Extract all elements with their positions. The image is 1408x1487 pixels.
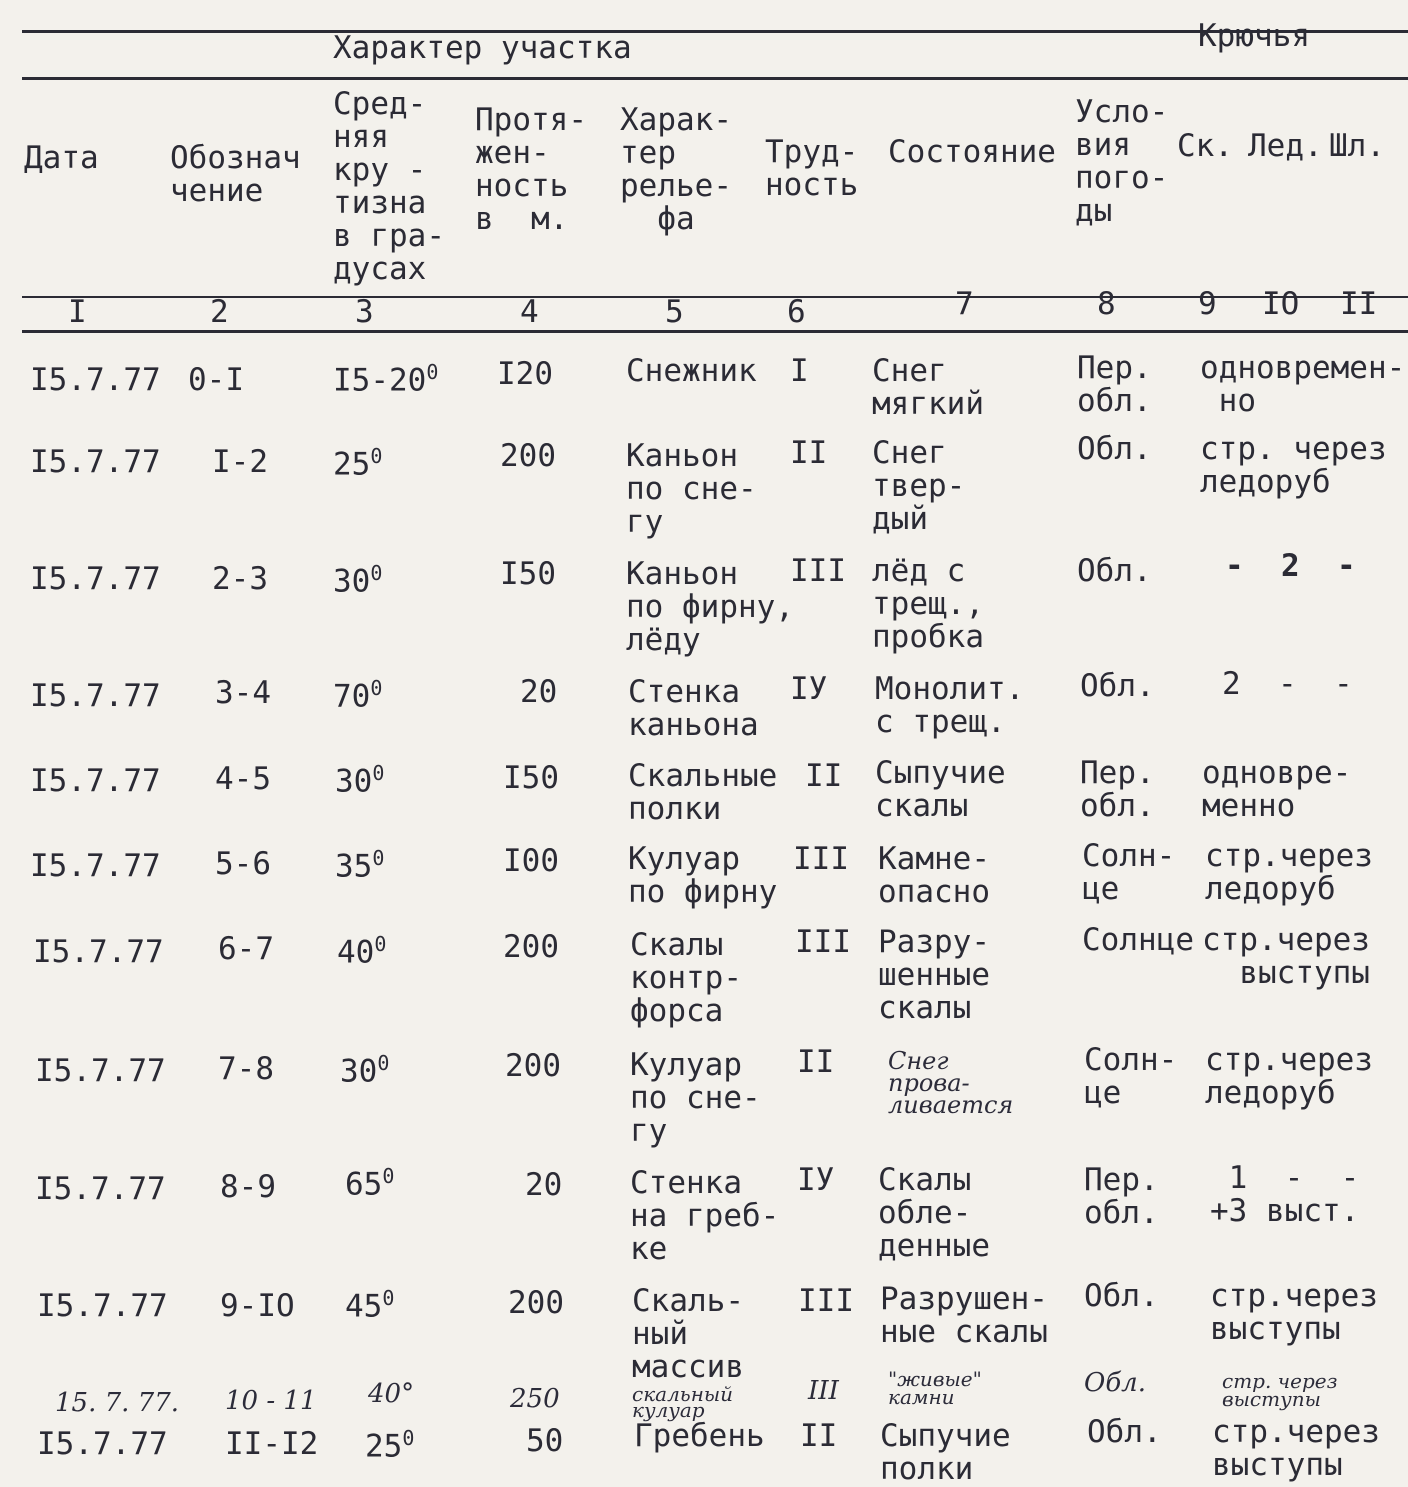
cell-steepness: $30^0$ <box>340 1051 390 1090</box>
cell-date: I5.7.77 <box>30 561 161 597</box>
cell-length: I50 <box>500 556 556 592</box>
cell-hooks: стр.через выступы <box>1210 1278 1378 1347</box>
cell-weather: Солн- це <box>1084 1042 1178 1111</box>
cell-hooks: 1 - - +3 выст. <box>1210 1160 1360 1229</box>
cell-segment: 2-3 <box>212 561 268 597</box>
col-rock-header: Ск. <box>1177 128 1233 164</box>
cell-hooks: 2 - - <box>1222 666 1353 702</box>
cell-difficulty-handwritten: III <box>808 1376 839 1406</box>
col-bolt-header: Шл. <box>1329 128 1385 164</box>
cell-relief: Кулуар по сне- гу <box>630 1047 761 1149</box>
col-date-header: Дата <box>24 140 99 176</box>
cell-weather: Пер. обл. <box>1080 755 1155 824</box>
cell-length: 200 <box>508 1285 564 1321</box>
cell-length: I00 <box>503 843 559 879</box>
cell-hooks: одновре- менно <box>1202 755 1352 824</box>
header-bottom-rule <box>22 330 1408 333</box>
cell-steepness: $25^0$ <box>333 444 383 483</box>
cell-relief: Снежник <box>626 353 757 389</box>
cell-length: 20 <box>525 1167 563 1203</box>
cell-length: I50 <box>503 760 559 796</box>
cell-condition: Сыпучие полки <box>880 1418 1011 1487</box>
cell-hooks: стр.через выступы <box>1202 922 1370 991</box>
cell-hooks: стр.через выступы <box>1212 1414 1380 1483</box>
cell-difficulty: III <box>798 1283 854 1319</box>
cell-relief-handwritten: скальный кулуар <box>632 1382 734 1422</box>
col-number: 7 <box>955 286 974 322</box>
cell-date: I5.7.77 <box>37 1426 168 1462</box>
cell-segment: 0-I <box>188 362 244 398</box>
cell-segment-handwritten: 10 - 11 <box>225 1386 317 1416</box>
cell-difficulty: IУ <box>797 1162 835 1198</box>
cell-segment: 3-4 <box>215 675 271 711</box>
col-ice-header: Лед. <box>1248 128 1323 164</box>
cell-weather: Обл. <box>1087 1414 1162 1450</box>
cell-difficulty: II <box>805 758 843 794</box>
col-number: 8 <box>1097 286 1116 322</box>
cell-date: I5.7.77 <box>30 444 161 480</box>
cell-relief: Стенка каньона <box>628 674 759 743</box>
cell-weather: Солнце <box>1082 922 1194 958</box>
cell-segment: II-I2 <box>225 1426 319 1462</box>
cell-difficulty: III <box>795 924 851 960</box>
cell-segment: I-2 <box>212 444 268 480</box>
section-title: Характер участка <box>333 30 632 66</box>
cell-relief: Гребень <box>634 1418 765 1454</box>
col-relief-header: Харак- тер релье- фа <box>620 102 732 237</box>
cell-length-handwritten: 250 <box>510 1384 560 1414</box>
cell-weather: Обл. <box>1077 431 1152 467</box>
cell-condition: Снег твер- дый <box>872 435 966 537</box>
cell-weather: Обл. <box>1084 1278 1159 1314</box>
col-weather-header: Усло- вия пого- ды <box>1075 94 1169 229</box>
cell-length: 200 <box>503 929 559 965</box>
cell-condition: Разрушен- ные скалы <box>880 1281 1048 1350</box>
hooks-title: Крючья <box>1198 18 1310 54</box>
cell-difficulty: III <box>790 553 846 589</box>
cell-hooks-handwritten: стр. через выступы <box>1222 1369 1338 1411</box>
cell-condition-handwritten: "живые" камни <box>888 1367 982 1409</box>
cell-date: I5.7.77 <box>35 1171 166 1207</box>
cell-steepness: $30^0$ <box>335 761 385 800</box>
cell-difficulty: II <box>797 1044 835 1080</box>
cell-hooks: одновремен- но <box>1200 350 1406 419</box>
cell-length: 50 <box>526 1423 564 1459</box>
cell-date: I5.7.77 <box>30 678 161 714</box>
cell-segment: 6-7 <box>218 931 274 967</box>
cell-weather-handwritten: Обл. <box>1084 1368 1147 1398</box>
col-number: 2 <box>210 294 229 330</box>
cell-weather: Солн- це <box>1082 838 1176 907</box>
cell-segment: 8-9 <box>220 1169 276 1205</box>
header-mid-rule <box>22 77 1408 80</box>
cell-date: I5.7.77 <box>30 848 161 884</box>
cell-condition: Сыпучие скалы <box>875 755 1006 824</box>
col-number: 9 <box>1198 286 1217 322</box>
col-number: I <box>68 294 87 330</box>
cell-length: 200 <box>500 438 556 474</box>
cell-weather: Обл. <box>1080 668 1155 704</box>
cell-weather: Пер. обл. <box>1084 1162 1159 1231</box>
col-number: 3 <box>355 294 374 330</box>
cell-date: I5.7.77 <box>35 1053 166 1089</box>
cell-steepness: $45^0$ <box>345 1286 395 1325</box>
cell-relief: Каньон по сне- гу <box>626 438 757 540</box>
cell-steepness: $70^0$ <box>333 676 383 715</box>
col-steepness-header: Сред- няя кру - тизна в гра- дусах <box>333 86 445 287</box>
cell-date: I5.7.77 <box>30 362 161 398</box>
cell-relief: Каньон по фирну, лёду <box>626 556 794 658</box>
cell-length: I20 <box>497 356 553 392</box>
cell-condition: Камне- опасно <box>878 841 990 910</box>
cell-segment: 4-5 <box>215 761 271 797</box>
cell-condition: Снег мягкий <box>872 353 984 422</box>
cell-date: I5.7.77 <box>30 763 161 799</box>
cell-hooks: стр. через ледоруб <box>1200 431 1387 500</box>
cell-relief: Скальные полки <box>628 758 778 827</box>
cell-condition: лёд с трещ., пробка <box>872 553 984 655</box>
cell-length: 20 <box>520 674 558 710</box>
cell-relief: Скаль- ный массив <box>632 1283 744 1385</box>
cell-length: 200 <box>505 1048 561 1084</box>
col-number: 6 <box>787 294 806 330</box>
cell-hooks: - 2 - <box>1225 548 1356 584</box>
cell-steepness: $35^0$ <box>335 846 385 885</box>
cell-hooks: стр.через ледоруб <box>1205 838 1373 907</box>
cell-condition: Монолит. с трещ. <box>875 671 1025 740</box>
col-difficulty-header: Труд- ность <box>765 134 859 203</box>
cell-weather: Пер. обл. <box>1077 350 1152 419</box>
col-number: II <box>1340 286 1378 322</box>
cell-weather: Обл. <box>1077 553 1152 589</box>
cell-relief: Стенка на греб- ке <box>630 1165 780 1267</box>
cell-steepness: $I5-20^0$ <box>333 360 439 399</box>
cell-relief: Кулуар по фирну <box>628 841 778 910</box>
col-designation-header: Обознач чение <box>170 140 301 209</box>
cell-difficulty: II <box>800 1418 838 1454</box>
cell-condition: Скалы обле- денные <box>878 1162 990 1264</box>
col-number: 4 <box>520 294 539 330</box>
cell-date: I5.7.77 <box>33 934 164 970</box>
cell-segment: 5-6 <box>215 846 271 882</box>
cell-date-handwritten: 15. 7. 77. <box>55 1388 180 1418</box>
cell-hooks: стр.через ледоруб <box>1205 1042 1373 1111</box>
cell-condition: Разру- шенные скалы <box>878 924 990 1026</box>
cell-difficulty: III <box>793 841 849 877</box>
cell-relief: Скалы контр- форса <box>630 927 742 1029</box>
cell-condition-handwritten: Снег прова- ливается <box>888 1047 1014 1119</box>
cell-steepness: $30^0$ <box>333 561 383 600</box>
cell-difficulty: I <box>790 353 809 389</box>
cell-segment: 7-8 <box>218 1051 274 1087</box>
col-condition-header: Состояние <box>888 134 1056 170</box>
col-number: IO <box>1262 286 1300 322</box>
cell-steepness: $40^0$ <box>337 932 387 971</box>
cell-difficulty: II <box>790 435 828 471</box>
cell-steepness: $25^0$ <box>365 1426 415 1465</box>
col-number: 5 <box>665 294 684 330</box>
cell-date: I5.7.77 <box>37 1288 168 1324</box>
col-length-header: Протя- жен- ность в м. <box>475 102 587 237</box>
cell-segment: 9-IO <box>220 1288 295 1324</box>
cell-difficulty: IУ <box>790 671 828 707</box>
cell-steepness: $65^0$ <box>345 1164 395 1203</box>
cell-steepness-handwritten: 40° <box>368 1379 415 1409</box>
